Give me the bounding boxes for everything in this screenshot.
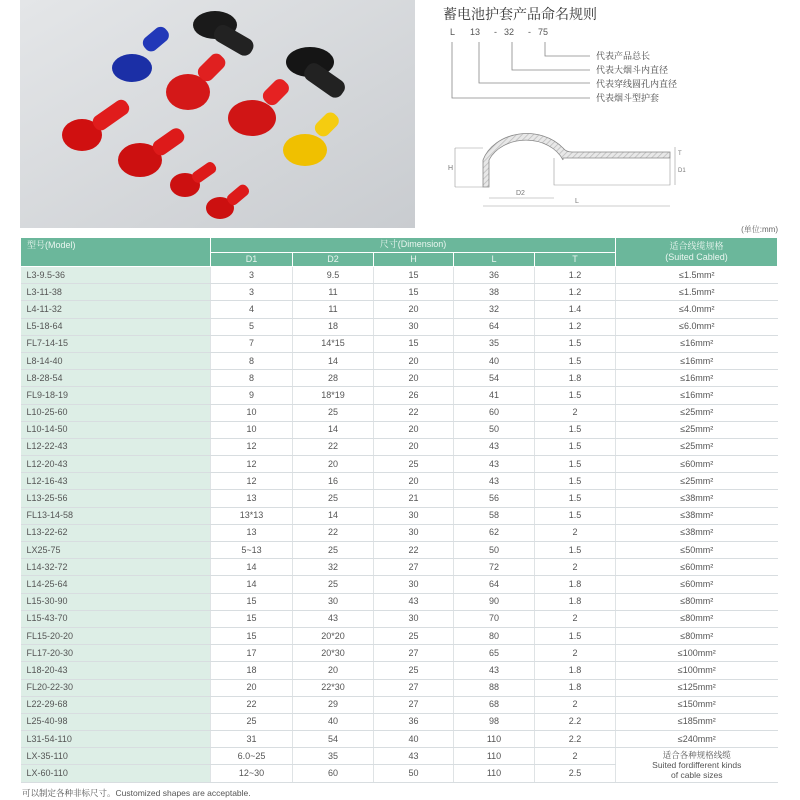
code-part: 13 xyxy=(470,27,481,37)
table-row xyxy=(21,404,778,421)
cell-model: L12-22-43 xyxy=(21,438,211,455)
cell-l: 64 xyxy=(454,318,535,335)
cell-l: 38 xyxy=(454,284,535,301)
cell-h: 20 xyxy=(374,301,454,318)
cell-model: FL9-18-19 xyxy=(21,387,211,404)
table-row xyxy=(21,679,778,696)
cell-d2: 22 xyxy=(293,524,374,541)
cell-d2: 25 xyxy=(293,576,374,593)
cell-h: 20 xyxy=(374,421,454,438)
cell-d2: 25 xyxy=(293,404,374,421)
table-row xyxy=(21,713,778,730)
cell-d1: 20 xyxy=(211,679,293,696)
header-cable-cn: 适合线缆规格 xyxy=(669,241,724,251)
code-part: - xyxy=(494,27,497,37)
cell-d2: 18 xyxy=(293,318,374,335)
code-part: L xyxy=(450,27,456,37)
unit-label: (单位:mm) xyxy=(741,225,778,234)
cell-model: L31-54-110 xyxy=(21,731,211,748)
cell-h: 27 xyxy=(374,696,454,713)
table-row xyxy=(21,370,778,387)
cell-t: 2 xyxy=(535,610,616,627)
cell-l: 110 xyxy=(454,748,535,765)
cell-cable: ≤1.5mm² xyxy=(616,267,778,284)
cell-model: L18-20-43 xyxy=(21,662,211,679)
cell-h: 25 xyxy=(374,456,454,473)
dim-label-d2: D2 xyxy=(516,190,525,197)
cell-t: 2 xyxy=(535,404,616,421)
code-part: 75 xyxy=(538,27,549,37)
cell-l: 72 xyxy=(454,559,535,576)
cell-h: 26 xyxy=(374,387,454,404)
cell-d1: 14 xyxy=(211,576,293,593)
cell-l: 32 xyxy=(454,301,535,318)
cell-model: L14-32-72 xyxy=(21,559,211,576)
cell-t: 1.5 xyxy=(535,490,616,507)
cell-cable: ≤60mm² xyxy=(616,576,778,593)
cell-d2: 30 xyxy=(293,593,374,610)
table-row xyxy=(21,576,778,593)
cell-d1: 3 xyxy=(211,284,293,301)
product-photo xyxy=(20,0,415,228)
cell-model: L13-22-62 xyxy=(21,524,211,541)
naming-rule-title: 蓄电池护套产品命名规则 xyxy=(443,6,597,22)
table-row xyxy=(21,318,778,335)
cell-d1: 31 xyxy=(211,731,293,748)
table-row xyxy=(21,335,778,352)
cell-cable: ≤25mm² xyxy=(616,438,778,455)
cell-cable: ≤25mm² xyxy=(616,473,778,490)
cell-t: 2 xyxy=(535,748,616,765)
cell-d1: 13*13 xyxy=(211,507,293,524)
cell-model: L22-29-68 xyxy=(21,696,211,713)
cell-cable: ≤25mm² xyxy=(616,421,778,438)
spec-table xyxy=(20,237,778,783)
table-row xyxy=(21,593,778,610)
cell-t: 1.8 xyxy=(535,593,616,610)
cell-t: 1.5 xyxy=(535,438,616,455)
cell-l: 110 xyxy=(454,765,535,782)
cell-l: 40 xyxy=(454,352,535,369)
header-d1: D1 xyxy=(211,252,293,267)
cell-model: FL17-20-30 xyxy=(21,645,211,662)
cell-h: 30 xyxy=(374,318,454,335)
cell-h: 27 xyxy=(374,559,454,576)
cell-cable: ≤80mm² xyxy=(616,593,778,610)
cell-d1: 25 xyxy=(211,713,293,730)
cell-d2: 11 xyxy=(293,301,374,318)
cell-l: 88 xyxy=(454,679,535,696)
cell-t: 1.8 xyxy=(535,662,616,679)
cell-h: 15 xyxy=(374,284,454,301)
cell-cable: ≤16mm² xyxy=(616,352,778,369)
cell-d2: 22 xyxy=(293,438,374,455)
cell-d1: 12~30 xyxy=(211,765,293,782)
cell-cable: ≤50mm² xyxy=(616,542,778,559)
cell-model: L10-25-60 xyxy=(21,404,211,421)
cell-d2: 32 xyxy=(293,559,374,576)
cell-d2: 54 xyxy=(293,731,374,748)
cell-d2: 29 xyxy=(293,696,374,713)
cell-d1: 5 xyxy=(211,318,293,335)
cell-l: 56 xyxy=(454,490,535,507)
cell-h: 43 xyxy=(374,593,454,610)
cell-l: 43 xyxy=(454,456,535,473)
cell-t: 2 xyxy=(535,645,616,662)
cell-cable: ≤240mm² xyxy=(616,731,778,748)
cell-d2: 14 xyxy=(293,352,374,369)
cell-cable: ≤25mm² xyxy=(616,404,778,421)
cell-model: FL7-14-15 xyxy=(21,335,211,352)
header-dimension: 尺寸(Dimension) xyxy=(211,238,616,253)
cell-l: 65 xyxy=(454,645,535,662)
cell-l: 58 xyxy=(454,507,535,524)
cell-t: 1.5 xyxy=(535,627,616,644)
cell-d1: 13 xyxy=(211,524,293,541)
table-row xyxy=(21,610,778,627)
table-row xyxy=(21,507,778,524)
cell-d1: 17 xyxy=(211,645,293,662)
cell-t: 2 xyxy=(535,524,616,541)
table-row xyxy=(21,438,778,455)
cover-cross-section xyxy=(483,133,670,187)
cell-h: 43 xyxy=(374,748,454,765)
cell-model: FL20-22-30 xyxy=(21,679,211,696)
table-row xyxy=(21,352,778,369)
rule-meaning: 代表产品总长 xyxy=(596,51,651,61)
cell-l: 54 xyxy=(454,370,535,387)
cell-d2: 20*30 xyxy=(293,645,374,662)
cell-h: 22 xyxy=(374,404,454,421)
cell-cable: ≤4.0mm² xyxy=(616,301,778,318)
table-row xyxy=(21,473,778,490)
table-row xyxy=(21,542,778,559)
cell-d1: 8 xyxy=(211,370,293,387)
cell-l: 70 xyxy=(454,610,535,627)
cell-t: 1.2 xyxy=(535,284,616,301)
cell-h: 30 xyxy=(374,524,454,541)
cell-t: 1.8 xyxy=(535,370,616,387)
cell-model: L10-14-50 xyxy=(21,421,211,438)
cell-t: 1.5 xyxy=(535,456,616,473)
cell-cable: ≤6.0mm² xyxy=(616,318,778,335)
cell-model: L4-11-32 xyxy=(21,301,211,318)
cell-d1: 15 xyxy=(211,593,293,610)
cell-h: 36 xyxy=(374,713,454,730)
cell-model: L12-16-43 xyxy=(21,473,211,490)
cell-h: 15 xyxy=(374,335,454,352)
cell-d1: 9 xyxy=(211,387,293,404)
cell-cable: ≤60mm² xyxy=(616,559,778,576)
cell-model: L13-25-56 xyxy=(21,490,211,507)
cell-t: 1.4 xyxy=(535,301,616,318)
cell-model: LX25-75 xyxy=(21,542,211,559)
cell-l: 43 xyxy=(454,473,535,490)
table-row xyxy=(21,267,778,284)
cell-h: 20 xyxy=(374,370,454,387)
cell-l: 43 xyxy=(454,662,535,679)
cell-d1: 13 xyxy=(211,490,293,507)
table-row xyxy=(21,559,778,576)
cell-t: 1.5 xyxy=(535,421,616,438)
cell-d2: 14 xyxy=(293,507,374,524)
cell-d2: 25 xyxy=(293,490,374,507)
cell-cable-merged xyxy=(616,748,778,782)
cell-d1: 5~13 xyxy=(211,542,293,559)
cell-d2: 20 xyxy=(293,662,374,679)
cell-cable: ≤100mm² xyxy=(616,662,778,679)
cell-l: 64 xyxy=(454,576,535,593)
cell-t: 1.5 xyxy=(535,542,616,559)
cell-l: 90 xyxy=(454,593,535,610)
header-cable-en: (Suited Cabled) xyxy=(665,252,728,262)
cell-model: L15-43-70 xyxy=(21,610,211,627)
cell-l: 50 xyxy=(454,421,535,438)
cell-d2: 22*30 xyxy=(293,679,374,696)
cell-t: 2.2 xyxy=(535,713,616,730)
cell-h: 50 xyxy=(374,765,454,782)
cell-d2: 16 xyxy=(293,473,374,490)
table-row xyxy=(21,284,778,301)
table-row xyxy=(21,662,778,679)
dim-label-l: L xyxy=(575,198,579,205)
cell-d1: 22 xyxy=(211,696,293,713)
cell-d1: 18 xyxy=(211,662,293,679)
rule-meaning: 代表大烟斗内直径 xyxy=(596,65,669,75)
cell-l: 41 xyxy=(454,387,535,404)
table-row xyxy=(21,387,778,404)
cell-t: 2 xyxy=(535,696,616,713)
cell-model: L14-25-64 xyxy=(21,576,211,593)
cell-model: L8-28-54 xyxy=(21,370,211,387)
table-row xyxy=(21,627,778,644)
cell-model: FL15-20-20 xyxy=(21,627,211,644)
cell-model: LX-60-110 xyxy=(21,765,211,782)
cell-model: L5-18-64 xyxy=(21,318,211,335)
rule-meaning: 代表穿线圆孔内直径 xyxy=(596,79,678,89)
cell-model: L3-9.5-36 xyxy=(21,267,211,284)
cell-d1: 12 xyxy=(211,438,293,455)
cell-t: 2.5 xyxy=(535,765,616,782)
cell-cable: ≤185mm² xyxy=(616,713,778,730)
cell-l: 98 xyxy=(454,713,535,730)
cell-h: 20 xyxy=(374,352,454,369)
dim-label-d1: D1 xyxy=(678,168,686,174)
table-row xyxy=(21,645,778,662)
rule-meaning: 代表烟斗型护套 xyxy=(596,93,660,103)
cell-t: 1.8 xyxy=(535,679,616,696)
code-part: - xyxy=(528,27,531,37)
dim-label-h: H xyxy=(448,165,454,172)
cell-t: 2 xyxy=(535,559,616,576)
cell-h: 15 xyxy=(374,267,454,284)
dim-label-t: T xyxy=(678,151,682,157)
cell-d1: 14 xyxy=(211,559,293,576)
cell-h: 30 xyxy=(374,507,454,524)
cell-d1: 15 xyxy=(211,627,293,644)
table-row xyxy=(21,731,778,748)
table-row xyxy=(21,748,778,765)
header-t: T xyxy=(535,252,616,267)
cell-d2: 43 xyxy=(293,610,374,627)
cell-l: 62 xyxy=(454,524,535,541)
cell-d2: 11 xyxy=(293,284,374,301)
cell-h: 25 xyxy=(374,662,454,679)
header-h: H xyxy=(374,252,454,267)
cell-cable: ≤1.5mm² xyxy=(616,284,778,301)
cell-model: L8-14-40 xyxy=(21,352,211,369)
cell-d1: 10 xyxy=(211,404,293,421)
table-row xyxy=(21,421,778,438)
cell-h: 40 xyxy=(374,731,454,748)
table-row xyxy=(21,456,778,473)
cell-h: 22 xyxy=(374,542,454,559)
cell-h: 20 xyxy=(374,438,454,455)
cell-d1: 7 xyxy=(211,335,293,352)
cell-cable: ≤38mm² xyxy=(616,490,778,507)
table-row xyxy=(21,301,778,318)
cell-l: 50 xyxy=(454,542,535,559)
cell-l: 60 xyxy=(454,404,535,421)
cell-l: 80 xyxy=(454,627,535,644)
cell-d1: 12 xyxy=(211,456,293,473)
cell-t: 2.2 xyxy=(535,731,616,748)
cell-d2: 20 xyxy=(293,456,374,473)
cell-d2: 9.5 xyxy=(293,267,374,284)
cell-h: 27 xyxy=(374,679,454,696)
header-d2: D2 xyxy=(293,252,374,267)
cell-cable: ≤80mm² xyxy=(616,610,778,627)
cell-h: 20 xyxy=(374,473,454,490)
cell-cable: ≤16mm² xyxy=(616,335,778,352)
merged-cable-text: of cable sizes xyxy=(671,769,723,780)
cell-d1: 15 xyxy=(211,610,293,627)
code-part: 32 xyxy=(504,27,515,37)
cell-model: L12-20-43 xyxy=(21,456,211,473)
merged-cable-text: 适合各种规格线缆 xyxy=(662,749,731,760)
cell-d2: 28 xyxy=(293,370,374,387)
cell-d1: 12 xyxy=(211,473,293,490)
cell-cable: ≤16mm² xyxy=(616,387,778,404)
cell-cable: ≤100mm² xyxy=(616,645,778,662)
cell-d2: 18*19 xyxy=(293,387,374,404)
cell-d2: 14*15 xyxy=(293,335,374,352)
cell-cable: ≤150mm² xyxy=(616,696,778,713)
cell-d2: 60 xyxy=(293,765,374,782)
cell-h: 25 xyxy=(374,627,454,644)
cell-model: L25-40-98 xyxy=(21,713,211,730)
cell-t: 1.5 xyxy=(535,387,616,404)
cell-d1: 8 xyxy=(211,352,293,369)
cell-h: 27 xyxy=(374,645,454,662)
cell-cable: ≤16mm² xyxy=(616,370,778,387)
cell-d1: 10 xyxy=(211,421,293,438)
cell-t: 1.5 xyxy=(535,335,616,352)
header-l: L xyxy=(454,252,535,267)
cell-d2: 35 xyxy=(293,748,374,765)
table-row xyxy=(21,524,778,541)
cell-t: 1.5 xyxy=(535,507,616,524)
table-row xyxy=(21,696,778,713)
cell-d1: 4 xyxy=(211,301,293,318)
header-cable xyxy=(616,238,778,267)
cell-d2: 40 xyxy=(293,713,374,730)
merged-cable-text: Suited fordifferent kinds xyxy=(652,759,742,770)
footer-note: 可以制定各种非标尺寸。Customized shapes are acceptable. xyxy=(22,788,251,798)
cell-l: 36 xyxy=(454,267,535,284)
cell-cable: ≤80mm² xyxy=(616,627,778,644)
table-row xyxy=(21,490,778,507)
cell-d2: 25 xyxy=(293,542,374,559)
cell-t: 1.2 xyxy=(535,267,616,284)
cell-model: L3-11-38 xyxy=(21,284,211,301)
cell-cable: ≤38mm² xyxy=(616,524,778,541)
cell-model: L15-30-90 xyxy=(21,593,211,610)
cell-d2: 14 xyxy=(293,421,374,438)
cell-t: 1.5 xyxy=(535,473,616,490)
cell-cable: ≤38mm² xyxy=(616,507,778,524)
cell-model: LX-35-110 xyxy=(21,748,211,765)
cell-model: FL13-14-58 xyxy=(21,507,211,524)
cell-t: 1.8 xyxy=(535,576,616,593)
cell-l: 68 xyxy=(454,696,535,713)
cell-h: 30 xyxy=(374,610,454,627)
cell-h: 21 xyxy=(374,490,454,507)
cell-l: 35 xyxy=(454,335,535,352)
cell-h: 30 xyxy=(374,576,454,593)
cell-d1: 3 xyxy=(211,267,293,284)
cell-l: 43 xyxy=(454,438,535,455)
header-model: 型号(Model) xyxy=(21,238,211,267)
cell-d1: 6.0~25 xyxy=(211,748,293,765)
cell-t: 1.5 xyxy=(535,352,616,369)
cell-t: 1.2 xyxy=(535,318,616,335)
cell-d2: 20*20 xyxy=(293,627,374,644)
cell-cable: ≤60mm² xyxy=(616,456,778,473)
cell-l: 110 xyxy=(454,731,535,748)
cell-cable: ≤125mm² xyxy=(616,679,778,696)
